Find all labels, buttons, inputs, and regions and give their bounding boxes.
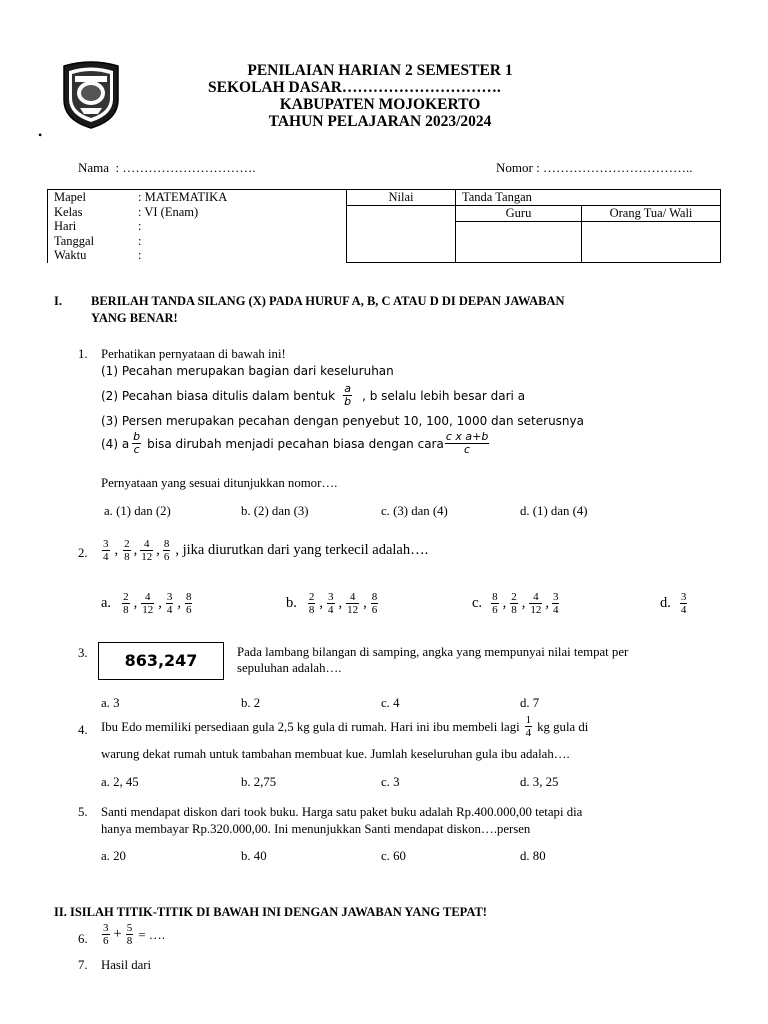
q4-text-1b: kg gula di [537,719,589,734]
section-2-title: II. ISILAH TITIK-TITIK DI BAWAH INI DENGAN JAWABAN YANG TEPAT! [54,905,487,919]
q6-frac-2 [126,922,134,947]
header-line-1: PENILAIAN HARIAN 2 SEMESTER 1 [247,62,513,79]
q1-statement-4-b: bisa dirubah menjadi pecahan biasa dengan cara [147,436,444,451]
q2-frac-3-num: 4 [140,538,153,551]
q2-option-b[interactable]: b. $\frac{2}{8}$ , $\frac{3}{4}$ , $\frac{4}{12}$ , $\frac{8}{6}$ [286,591,378,616]
guru-header: Guru [456,205,582,222]
info-label-kelas: Kelas [54,204,83,219]
ortu-header: Orang Tua/ Wali [582,205,721,222]
q2-frac-3 [140,538,153,563]
regency-emblem-logo [60,60,122,130]
q1-frac-num: a [344,382,351,395]
info-value-hari: : [138,219,142,233]
q2-c-frac-4 [552,591,560,616]
info-left-cell [48,190,347,263]
q1-frac5-den: c [464,443,471,456]
q4-option-d[interactable]: d. 3, 25 [520,775,559,789]
number-label: Nomor [496,160,533,175]
q1-statement-2-a: (2) Pecahan biasa ditulis dalam bentuk [101,388,336,403]
q2-a-frac-1-den: 8 [123,604,129,616]
q2-b-frac-2-num: 3 [328,591,334,603]
q2-a-frac-4 [185,591,193,616]
q6-frac-1-num: 3 [103,922,109,934]
stray-dot: • [38,128,43,142]
q4-fraction [525,714,533,739]
q2-a-frac-4-den: 6 [185,604,192,616]
q2-d-frac-1-den: 4 [680,604,687,616]
q2-frac-4 [163,538,171,563]
q2-option-d[interactable] [660,591,688,616]
q1-frac5-num: c x a+b [445,430,489,443]
q2-option-d-label: d. [660,595,671,611]
section-1-title-2: YANG BENAR! [91,311,178,325]
ortu-signature-cell[interactable] [582,222,721,263]
q1-statement-1: (1) Pecahan merupakan bagian dari keseluruhan [101,364,394,378]
q7-number: 7. [78,958,88,972]
q2-frac-3-den: 12 [141,551,153,563]
q2-a-frac-1 [122,591,130,616]
q2-a-frac-1-num: 2 [123,591,129,603]
info-value-tanggal: : [138,233,142,248]
q2-frac-1-num: 3 [103,538,109,550]
q1-fraction-formula [445,431,490,456]
q1-question: Pernyataan yang sesuai ditunjukkan nomor…. [101,476,338,490]
q2-option-c-label: c. [472,595,483,611]
q2-frac-1 [102,538,110,563]
q1-frac4-den: c [133,443,140,456]
q3-text-2: sepuluhan adalah…. [237,661,342,675]
q2-a-frac-2-num: 4 [141,591,154,604]
q1-statement-4-a: (4) a [101,436,130,451]
q2-b-frac-4 [371,591,379,616]
q5-text-line-1: Santi mendapat diskon dari took buku. Harga satu paket buku adalah Rp.400.000,00 tetapi dia [101,805,583,819]
q2-c-frac-2-num: 2 [511,591,517,603]
q2-a-frac-2 [141,591,154,616]
q2-c-frac-3-den: 12 [530,604,542,616]
q1-fraction-b-c [132,431,141,456]
q2-c-frac-3-num: 4 [529,591,542,604]
q5-text-line-2: hanya membayar Rp.320.000,00. Ini menunjukkan Santi mendapat diskon….persen [101,822,531,836]
info-label-hari: Hari [54,219,77,233]
q6-number: 6. [78,932,88,946]
q5-number: 5. [78,805,88,819]
info-label-mapel: Mapel [54,190,86,204]
q2-b-frac-1 [308,591,316,616]
q2-number: 2. [78,546,88,560]
q7-text: Hasil dari [101,958,152,972]
name-label: Nama [78,160,110,175]
q2-stem: $\frac{3}{4}$ , $\frac{2}{8}$ , $\frac{4}{12}$ , $\frac{8}{6}$ , jika diurutkan dari yang terkecil adalah…. [103,538,429,563]
q4-option-b[interactable]: b. 2,75 [241,775,277,789]
header-line-4: TAHUN PELAJARAN 2023/2024 [268,113,492,130]
q1-statement-4 [101,431,490,456]
nilai-header: Nilai [347,190,456,206]
info-value-kelas: : VI (Enam) [138,204,199,219]
q2-b-frac-4-num: 8 [371,591,378,603]
q6-answer-blank[interactable]: = …. [138,926,166,942]
q2-option-a-label: a. [101,595,112,611]
q1-option-b[interactable]: b. (2) dan (3) [241,504,309,518]
q5-option-d[interactable]: d. 80 [520,849,546,863]
name-field[interactable] [78,160,256,176]
number-field[interactable] [496,160,692,176]
q2-a-frac-3 [166,591,174,616]
q6-plus: + [113,926,122,942]
q4-text-line-2: warung dekat rumah untuk tambahan membuat kue. Jumlah keseluruhan gula ibu adalah…. [101,747,570,761]
q2-b-frac-3 [346,591,359,616]
q3-option-b[interactable]: b. 2 [241,696,261,710]
q2-a-frac-2-den: 12 [142,604,154,616]
q2-c-frac-4-num: 3 [552,591,559,603]
q2-a-frac-3-den: 4 [166,604,173,616]
q2-b-frac-4-den: 6 [371,604,378,616]
q6-frac-2-num: 5 [126,922,133,934]
q2-c-frac-1-den: 6 [492,604,498,616]
info-label-tanggal: Tanggal [54,233,95,248]
q6-frac-2-den: 8 [126,935,133,947]
q5-option-b[interactable]: b. 40 [241,849,267,863]
q1-option-c[interactable]: c. (3) dan (4) [381,504,448,518]
q3-number: 3. [78,646,88,660]
q1-fraction-a-b [343,383,352,408]
exam-header [150,62,610,130]
q3-text-1: Pada lambang bilangan di samping, angka yang mempunyai nilai tempat per [237,645,629,659]
info-table [47,189,721,263]
name-value[interactable]: : …………………………. [115,160,256,175]
info-value-waktu: : [138,248,142,262]
q2-a-frac-4-num: 8 [185,591,192,603]
q1-intro: Perhatikan pernyataan di bawah ini! [101,347,286,361]
q2-frac-2-num: 2 [124,538,130,550]
q2-b-frac-1-den: 8 [308,604,315,616]
q4-text-1a: Ibu Edo memiliki persediaan gula 2,5 kg gula di rumah. Hari ini ibu membeli lagi [101,719,520,734]
nilai-cell[interactable] [347,205,456,263]
q2-frac-1-den: 4 [103,551,109,563]
q2-frac-2 [123,538,131,563]
q1-option-d[interactable]: d. (1) dan (4) [520,504,588,518]
header-line-2: SEKOLAH DASAR…………………………. [208,79,501,96]
section-1-number: I. [54,294,62,308]
q6-frac-1-den: 6 [103,935,109,947]
q1-option-a[interactable]: a. (1) dan (2) [104,504,171,518]
q2-b-frac-3-den: 12 [347,604,359,616]
section-1-title: BERILAH TANDA SILANG (X) PADA HURUF A, B, C ATAU D DI DEPAN JAWABAN [91,294,565,308]
q2-c-frac-2 [510,591,518,616]
q1-number: 1. [78,347,88,361]
info-label-waktu: Waktu [54,248,87,262]
q2-c-frac-3 [529,591,542,616]
q5-option-c[interactable]: c. 60 [381,849,406,863]
q2-b-frac-3-num: 4 [346,591,359,604]
q5-option-a[interactable]: a. 20 [101,849,126,863]
q3-number-box: 863,247 [98,642,224,680]
q6-expression [101,922,165,947]
guru-signature-cell[interactable] [456,222,582,263]
q2-c-frac-2-den: 8 [511,604,517,616]
q2-frac-4-num: 8 [163,538,170,550]
q2-option-b-label: b. [286,595,297,611]
q1-frac-den: b [344,395,352,408]
q2-text: , jika diurutkan dari yang terkecil adalah…. [175,542,429,558]
q4-number: 4. [78,723,88,737]
q2-c-frac-4-den: 4 [552,604,559,616]
q3-option-d[interactable]: d. 7 [520,696,540,710]
q2-d-frac-1-num: 3 [680,591,687,603]
q2-b-frac-1-num: 2 [308,591,315,603]
number-value[interactable]: : …………………………….. [536,160,693,175]
q2-frac-2-den: 8 [124,551,130,563]
q1-statement-3: (3) Persen merupakan pecahan dengan penyebut 10, 100, 1000 dan seterusnya [101,414,584,428]
q1-frac4-num: b [133,430,141,443]
q4-text-line-1 [101,714,588,739]
q4-option-a[interactable]: a. 2, 45 [101,775,139,789]
q2-c-frac-1-num: 8 [492,591,498,603]
q3-option-a[interactable]: a. 3 [101,696,120,710]
q1-statement-2-b: , b selalu lebih besar dari a [362,388,526,403]
q4-frac-den: 4 [525,727,532,739]
q4-frac-num: 1 [525,714,532,726]
header-line-3: KABUPATEN MOJOKERTO [279,96,481,113]
q2-d-frac-1 [680,591,688,616]
q3-option-c[interactable]: c. 4 [381,696,400,710]
q4-option-c[interactable]: c. 3 [381,775,400,789]
q2-option-a[interactable]: a. $\frac{2}{8}$ , $\frac{4}{12}$ , $\frac{3}{4}$ , $\frac{8}{6}$ [101,591,192,616]
q2-option-c[interactable]: c. $\frac{8}{6}$ , $\frac{2}{8}$ , $\frac{4}{12}$ , $\frac{3}{4}$ [472,591,559,616]
signature-header: Tanda Tangan [456,190,721,206]
q2-a-frac-3-num: 3 [166,591,173,603]
info-value-mapel: : MATEMATIKA [138,190,228,204]
q2-frac-4-den: 6 [163,551,170,563]
q2-c-frac-1 [491,591,499,616]
q2-b-frac-2 [327,591,335,616]
q6-frac-1 [102,922,110,947]
q2-b-frac-2-den: 4 [328,604,334,616]
q1-statement-2 [101,383,525,408]
